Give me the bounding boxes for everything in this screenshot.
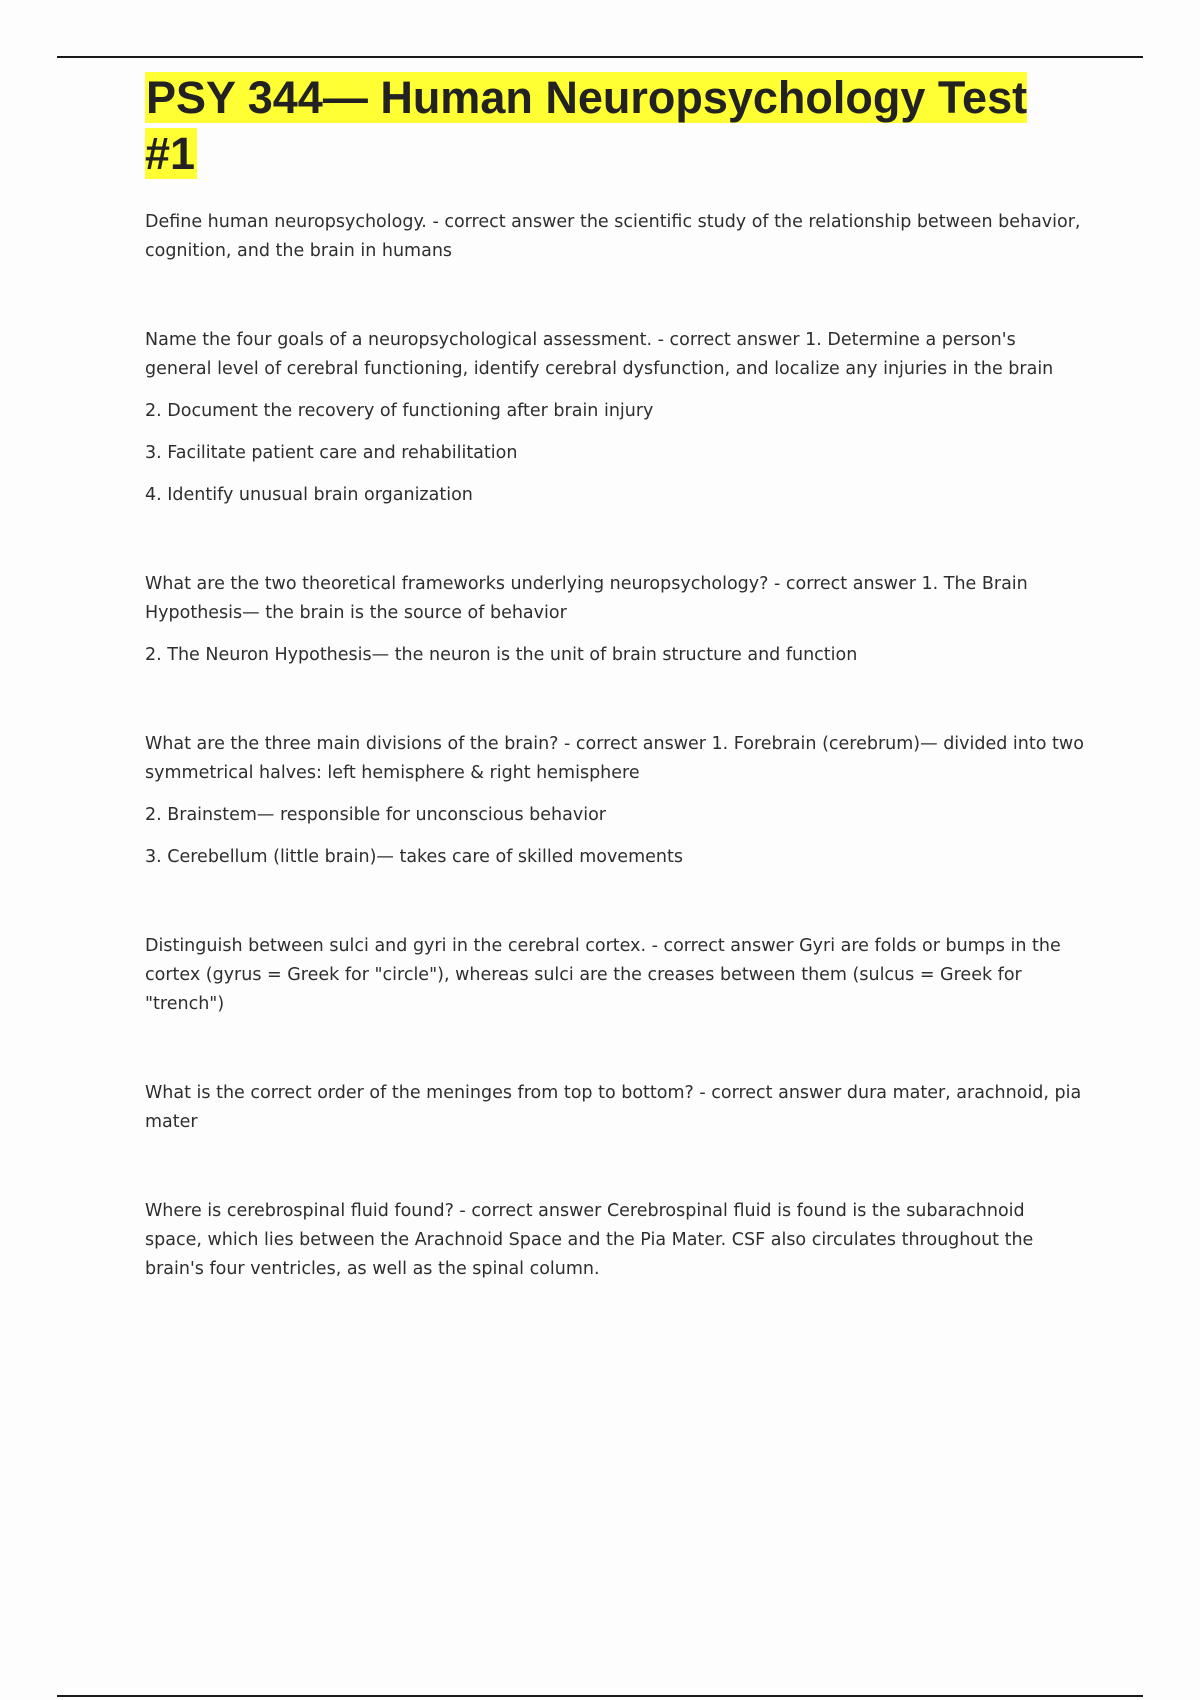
answer-list-item: 2. Document the recovery of functioning after brain injury — [145, 401, 654, 421]
answer-label: correct answer — [663, 936, 794, 956]
qa-question-answer: What are the two theoretical frameworks underlying neuropsychology? - correct answer 1. The Brain Hypothesis— the brain is the source of behavior — [145, 574, 1028, 623]
bottom-rule — [57, 1695, 1143, 1697]
answer-text: Gyri are folds or bumps in the cortex (gyrus = Greek for "circle"), whereas sulci are the creases between them (sulcus = Greek for "trench") — [145, 936, 1061, 1014]
answer-label: correct answer — [785, 574, 916, 594]
answer-text: 1. Determine a person's general level of cerebral functioning, identify cerebral dysfunction, and localize any injuries in the brain — [145, 330, 1054, 379]
question-text: What are the three main divisions of the brain? — [145, 734, 559, 754]
answer-label: correct answer — [711, 1083, 842, 1103]
qa-item — [145, 1197, 1085, 1284]
top-rule — [57, 56, 1143, 58]
page-title — [145, 70, 1085, 182]
answer-text: dura mater, arachnoid, pia mater — [145, 1083, 1082, 1132]
qa-item — [145, 570, 1085, 670]
question-text: Where is cerebrospinal fluid found? — [145, 1201, 454, 1221]
qa-item — [145, 208, 1085, 266]
answer-label: correct answer — [471, 1201, 602, 1221]
qa-item — [145, 932, 1085, 1019]
document-content — [145, 70, 1085, 1284]
qa-item — [145, 1079, 1085, 1137]
qa-question-answer: What are the three main divisions of the brain? - correct answer 1. Forebrain (cerebrum)— divided into two symmetrical halves: left hemisphere & right hemisphere — [145, 734, 1084, 783]
qa-question-answer: What is the correct order of the meninges from top to bottom? - correct answer dura mater, arachnoid, pia mater — [145, 1083, 1082, 1132]
qa-question-answer: Name the four goals of a neuropsychological assessment. - correct answer 1. Determine a person's general level of cerebral functioning, identify cerebral dysfunction, and localize any injuries in the brain — [145, 330, 1054, 379]
answer-text: the scientific study of the relationship between behavior, cognition, and the brain in humans — [145, 212, 1081, 261]
question-text: Name the four goals of a neuropsychological assessment. — [145, 330, 653, 350]
qa-question-answer: Where is cerebrospinal fluid found? - correct answer Cerebrospinal fluid is found is the subarachnoid space, which lies between the Arachnoid Space and the Pia Mater. CSF also circulates throughout the brain's four ventricles, as well as the spinal column. — [145, 1201, 1034, 1279]
qa-question-answer: Distinguish between sulci and gyri in the cerebral cortex. - correct answer Gyri are folds or bumps in the cortex (gyrus = Greek for "circle"), whereas sulci are the creases between them (sulcus = Greek for "trench") — [145, 936, 1061, 1014]
answer-list-item: 2. The Neuron Hypothesis— the neuron is the unit of brain structure and function — [145, 645, 858, 665]
answer-label: correct answer — [575, 734, 706, 754]
question-text: What are the two theoretical frameworks underlying neuropsychology? — [145, 574, 769, 594]
answer-text: 1. The Brain Hypothesis— the brain is the source of behavior — [145, 574, 1028, 623]
answer-text: 1. Forebrain (cerebrum)— divided into two symmetrical halves: left hemisphere & right hemisphere — [145, 734, 1084, 783]
answer-list-item: 2. Brainstem— responsible for unconscious behavior — [145, 805, 606, 825]
qa-item — [145, 730, 1085, 872]
question-text: Define human neuropsychology. — [145, 212, 427, 232]
answer-list-item: 4. Identify unusual brain organization — [145, 485, 473, 505]
answer-label: correct answer — [444, 212, 575, 232]
qa-list — [145, 208, 1085, 1284]
answer-text: Cerebrospinal fluid is found is the subarachnoid space, which lies between the Arachnoid Space and the Pia Mater. CSF also circulates throughout the brain's four ventricles, as well as the spinal column. — [145, 1201, 1034, 1279]
answer-list-item: 3. Cerebellum (little brain)— takes care of skilled movements — [145, 847, 683, 867]
question-text: What is the correct order of the meninges from top to bottom? — [145, 1083, 694, 1103]
qa-item — [145, 326, 1085, 510]
answer-list-item: 3. Facilitate patient care and rehabilitation — [145, 443, 518, 463]
question-text: Distinguish between sulci and gyri in the cerebral cortex. — [145, 936, 647, 956]
qa-question-answer: Define human neuropsychology. - correct answer the scientific study of the relationship between behavior, cognition, and the brain in humans — [145, 212, 1081, 261]
answer-label: correct answer — [669, 330, 800, 350]
title-highlight: PSY 344— Human Neuropsychology Test #1 — [145, 72, 1028, 179]
